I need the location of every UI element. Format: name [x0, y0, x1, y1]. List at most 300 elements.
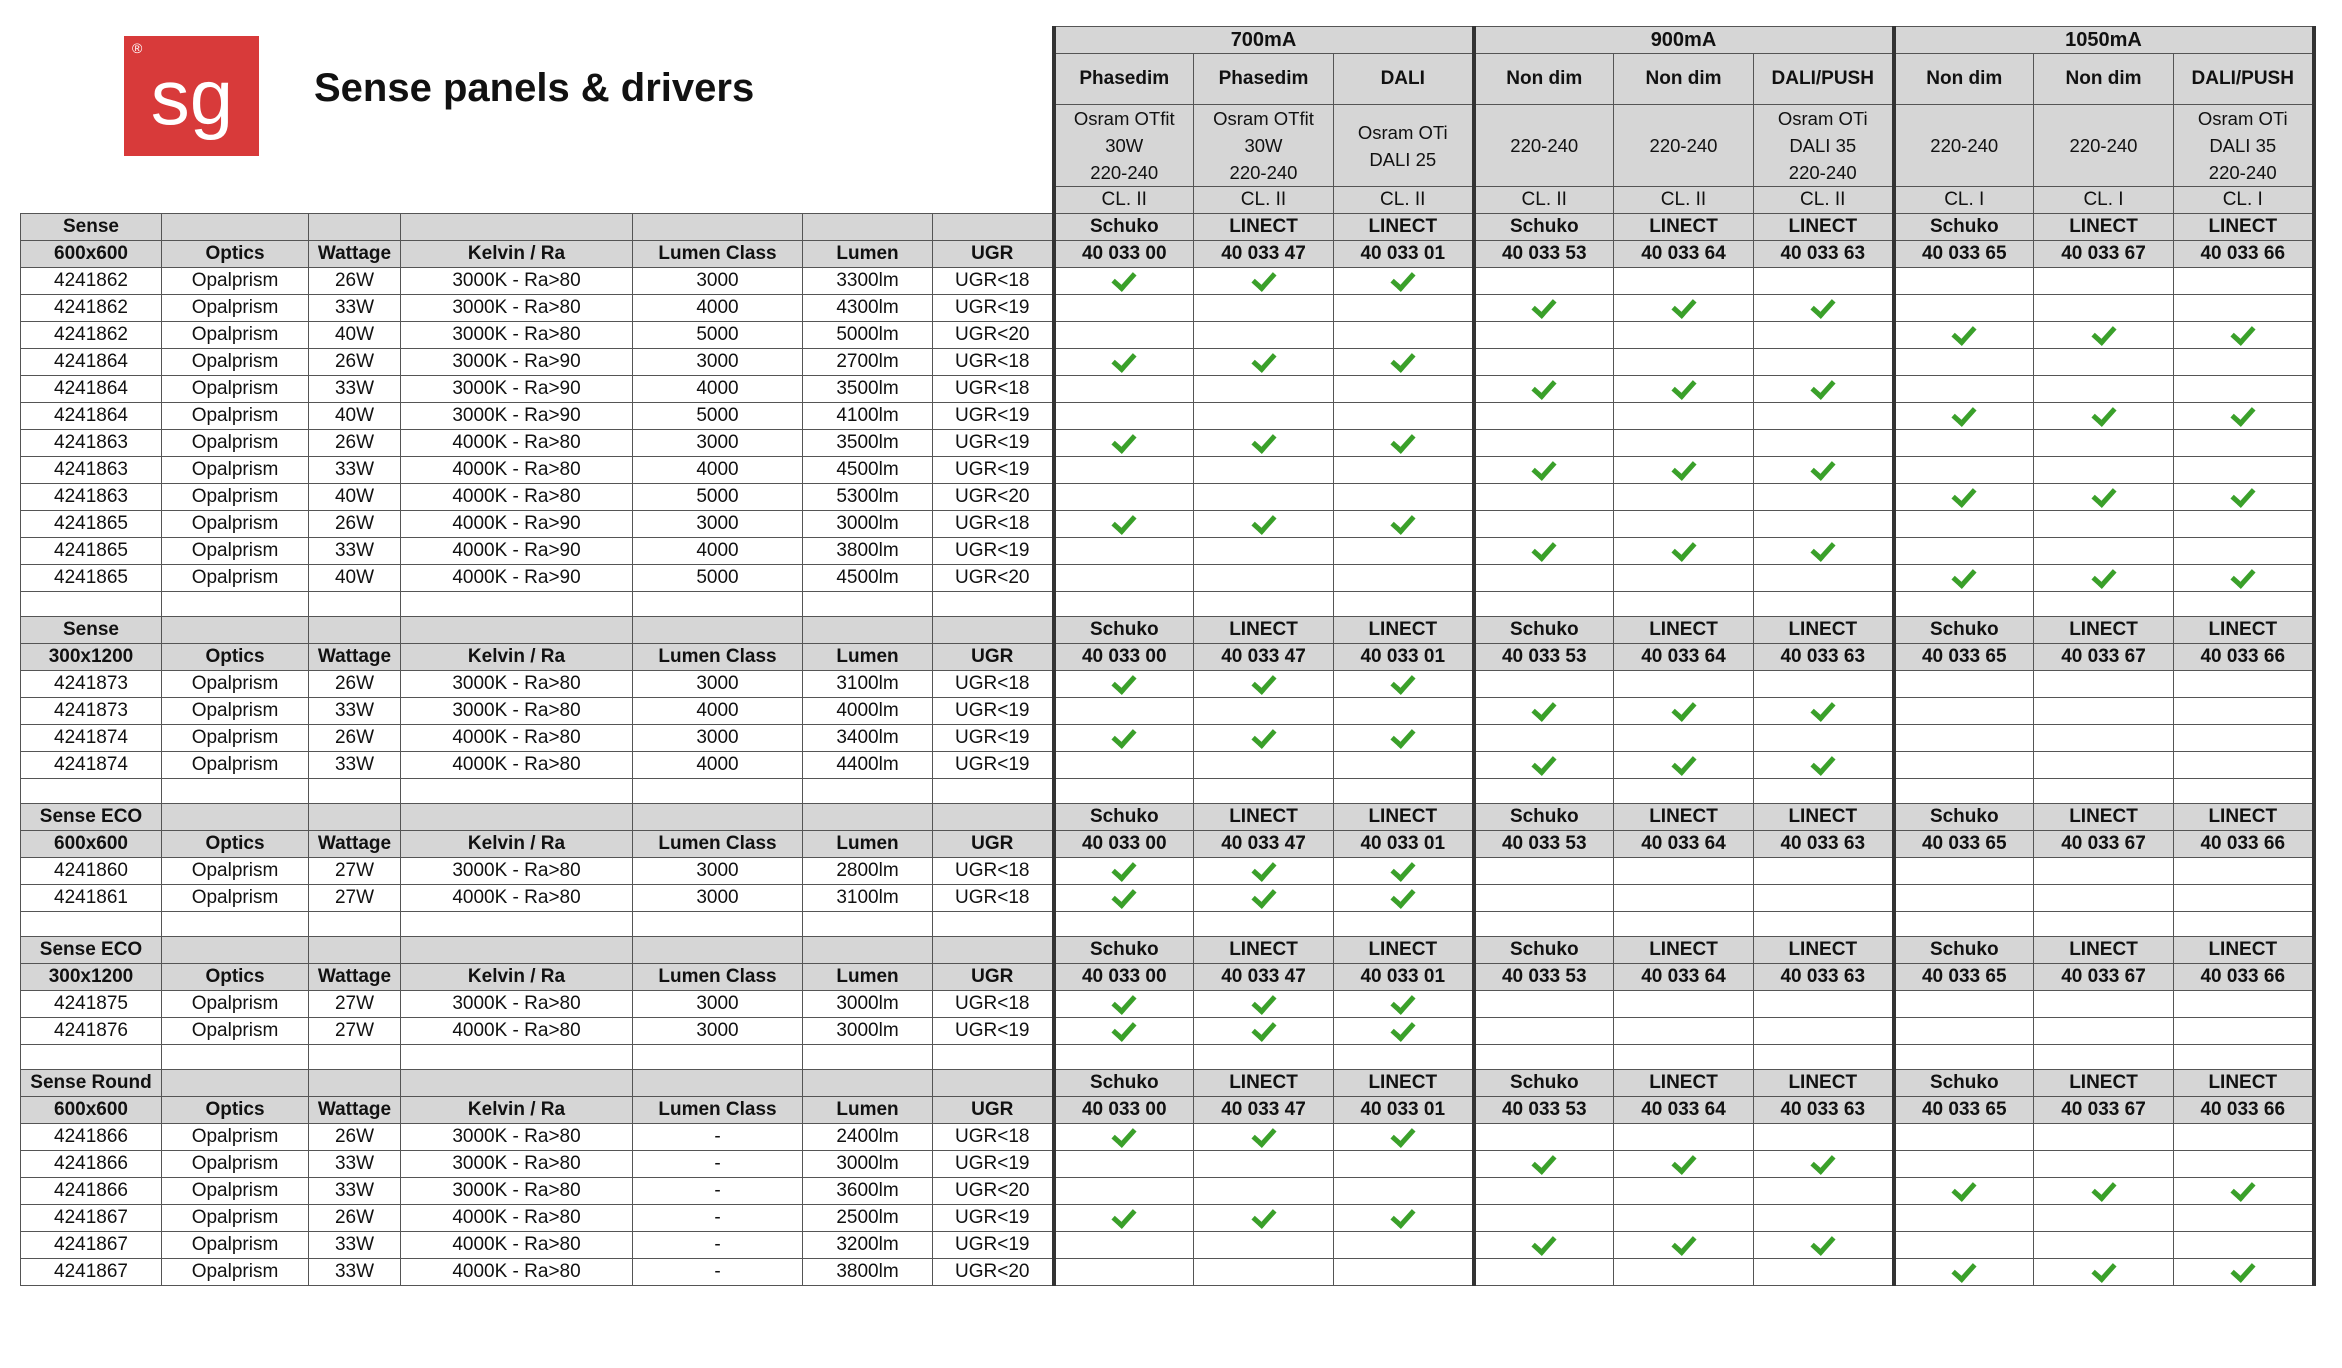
driver-description-line: 220-240: [1229, 162, 1298, 183]
table-row: [21, 538, 2314, 565]
checkmark-icon: [2091, 1178, 2116, 1202]
compatibility-cell: [1474, 752, 1614, 779]
compatibility-cell: [1054, 403, 1194, 430]
checkmark-icon: [1251, 671, 1276, 695]
compatibility-cell: [2174, 1232, 2314, 1259]
table-cell: 3000: [633, 349, 803, 376]
compatibility-cell: [2034, 430, 2174, 457]
compatibility-cell: [1614, 1124, 1754, 1151]
compatibility-cell: [1754, 991, 1894, 1018]
spacer-cell: [1754, 779, 1894, 804]
checkmark-icon: [1112, 1205, 1137, 1229]
plug-type: LINECT: [1334, 214, 1474, 241]
compatibility-cell: [2174, 457, 2314, 484]
table-cell: Opalprism: [162, 538, 309, 565]
compatibility-cell: [2174, 858, 2314, 885]
compatibility-cell: [1614, 457, 1754, 484]
table-cell: UGR<20: [933, 322, 1054, 349]
plug-type: LINECT: [1754, 937, 1894, 964]
compatibility-cell: [1474, 991, 1614, 1018]
compatibility-cell: [1054, 1259, 1194, 1286]
checkmark-icon: [1112, 858, 1137, 882]
compatibility-cell: [1474, 1178, 1614, 1205]
table-cell: 4000K - Ra>80: [401, 457, 633, 484]
compatibility-cell: [2034, 295, 2174, 322]
table-cell: 3000K - Ra>90: [401, 403, 633, 430]
column-header: Kelvin / Ra: [401, 964, 633, 991]
driver-description: [1334, 105, 1474, 187]
compatibility-cell: [1194, 1232, 1334, 1259]
table-cell: UGR<19: [933, 1232, 1054, 1259]
table-row: [21, 1018, 2314, 1045]
table-cell: 3000K - Ra>80: [401, 268, 633, 295]
table-cell: 2800lm: [803, 858, 933, 885]
table-cell: UGR<19: [933, 1151, 1054, 1178]
table-cell: 4241867: [21, 1205, 162, 1232]
table-cell: 3300lm: [803, 268, 933, 295]
compatibility-cell: [2034, 1232, 2174, 1259]
section-header-empty: [401, 937, 633, 964]
table-cell: 4241873: [21, 671, 162, 698]
compatibility-cell: [1894, 1124, 2034, 1151]
compatibility-cell: [1334, 538, 1474, 565]
compatibility-cell: [1754, 538, 1894, 565]
column-header: Lumen: [803, 644, 933, 671]
compatibility-cell: [1614, 268, 1754, 295]
table-cell: 4241874: [21, 725, 162, 752]
table-cell: 33W: [309, 538, 401, 565]
compatibility-cell: [1754, 322, 1894, 349]
driver-description-line: 220-240: [1090, 162, 1159, 183]
compatibility-cell: [1054, 885, 1194, 912]
table-cell: 3000: [633, 1018, 803, 1045]
header-spacer: [21, 54, 1054, 105]
checkmark-icon: [1532, 457, 1557, 481]
header-type-row: [21, 54, 2314, 105]
column-header: Lumen: [803, 831, 933, 858]
checkmark-icon: [1390, 1124, 1415, 1148]
compatibility-cell: [1474, 725, 1614, 752]
driver-code: 40 033 00: [1054, 644, 1194, 671]
plug-type: LINECT: [1614, 937, 1754, 964]
table-cell: 4000K - Ra>80: [401, 430, 633, 457]
driver-description-line: 30W: [1244, 135, 1283, 156]
table-row: [21, 484, 2314, 511]
compatibility-cell: [1194, 1124, 1334, 1151]
table-cell: -: [633, 1124, 803, 1151]
section-header-empty: [933, 214, 1054, 241]
table-cell: 3000K - Ra>80: [401, 322, 633, 349]
plug-type: LINECT: [1754, 1070, 1894, 1097]
section-header-empty: [633, 937, 803, 964]
compatibility-cell: [2034, 538, 2174, 565]
driver-type-header: DALI/PUSH: [1754, 54, 1894, 105]
compatibility-cell: [2034, 511, 2174, 538]
compatibility-cell: [2034, 671, 2174, 698]
table-cell: 26W: [309, 1205, 401, 1232]
section-header-empty: [309, 1070, 401, 1097]
compatibility-cell: [1614, 1018, 1754, 1045]
checkmark-icon: [1390, 511, 1415, 535]
compatibility-cell: [1334, 1151, 1474, 1178]
table-cell: 3800lm: [803, 1259, 933, 1286]
checkmark-icon: [2230, 322, 2255, 346]
plug-type: LINECT: [1614, 804, 1754, 831]
protection-class: CL. I: [1894, 187, 2034, 214]
compatibility-cell: [1054, 1232, 1194, 1259]
compatibility-cell: [1474, 1205, 1614, 1232]
compatibility-cell: [1054, 538, 1194, 565]
table-cell: Opalprism: [162, 295, 309, 322]
driver-code: 40 033 67: [2034, 831, 2174, 858]
compatibility-cell: [2174, 538, 2314, 565]
compatibility-cell: [2174, 430, 2314, 457]
compatibility-cell: [1194, 565, 1334, 592]
driver-code: 40 033 47: [1194, 241, 1334, 268]
table-cell: 33W: [309, 1151, 401, 1178]
compatibility-cell: [1614, 484, 1754, 511]
checkmark-icon: [1671, 457, 1696, 481]
spacer-cell: [1474, 592, 1614, 617]
table-cell: UGR<18: [933, 268, 1054, 295]
spacer-cell: [2034, 592, 2174, 617]
spacer-cell: [1334, 1045, 1474, 1070]
section-header-empty: [162, 617, 309, 644]
table-cell: 3200lm: [803, 1232, 933, 1259]
spacer-cell: [401, 1045, 633, 1070]
spacer-cell: [2174, 912, 2314, 937]
header-spacer: [21, 27, 1054, 54]
table-cell: 5000: [633, 403, 803, 430]
driver-type-header: Phasedim: [1054, 54, 1194, 105]
table-cell: 4241867: [21, 1259, 162, 1286]
compatibility-cell: [1474, 349, 1614, 376]
compatibility-cell: [1054, 671, 1194, 698]
checkmark-icon: [2230, 565, 2255, 589]
compatibility-cell: [1614, 376, 1754, 403]
table-cell: 4241863: [21, 457, 162, 484]
compatibility-cell: [1474, 1259, 1614, 1286]
compatibility-cell: [2174, 725, 2314, 752]
compatibility-cell: [1334, 698, 1474, 725]
plug-type: Schuko: [1894, 214, 2034, 241]
plug-type: Schuko: [1474, 214, 1614, 241]
plug-type: LINECT: [2174, 937, 2314, 964]
compatibility-cell: [2174, 511, 2314, 538]
compatibility-cell: [1894, 349, 2034, 376]
compatibility-cell: [1054, 991, 1194, 1018]
compatibility-cell: [1614, 1151, 1754, 1178]
section-header-empty: [933, 617, 1054, 644]
section-header-empty: [162, 937, 309, 964]
checkmark-icon: [2091, 403, 2116, 427]
table-cell: 33W: [309, 752, 401, 779]
plug-type: LINECT: [1194, 214, 1334, 241]
table-cell: 4000: [633, 295, 803, 322]
compatibility-cell: [1614, 511, 1754, 538]
table-cell: 27W: [309, 858, 401, 885]
section-name: Sense Round: [21, 1070, 162, 1097]
checkmark-icon: [1390, 671, 1415, 695]
spacer-row: [21, 779, 2314, 804]
table-cell: 3000K - Ra>80: [401, 858, 633, 885]
compatibility-cell: [2034, 1259, 2174, 1286]
checkmark-icon: [1112, 511, 1137, 535]
compatibility-cell: [1334, 565, 1474, 592]
plug-type: LINECT: [2034, 937, 2174, 964]
compatibility-cell: [1194, 698, 1334, 725]
section-header-empty: [309, 214, 401, 241]
compatibility-cell: [2034, 484, 2174, 511]
compatibility-cell: [1894, 457, 2034, 484]
compatibility-cell: [1194, 403, 1334, 430]
compatibility-cell: [1614, 295, 1754, 322]
driver-code: 40 033 64: [1614, 241, 1754, 268]
compatibility-cell: [1754, 725, 1894, 752]
table-cell: 3000K - Ra>80: [401, 295, 633, 322]
driver-description-line: Osram OTfit: [1213, 108, 1314, 129]
compatibility-cell: [1614, 565, 1754, 592]
column-header: Lumen Class: [633, 644, 803, 671]
compatibility-cell: [1054, 349, 1194, 376]
driver-code: 40 033 00: [1054, 241, 1194, 268]
checkmark-icon: [1810, 457, 1835, 481]
compatibility-cell: [1194, 1151, 1334, 1178]
compatibility-cell: [2174, 752, 2314, 779]
compatibility-cell: [1894, 1232, 2034, 1259]
checkmark-icon: [1671, 698, 1696, 722]
column-header: Optics: [162, 644, 309, 671]
table-cell: 4000: [633, 752, 803, 779]
spacer-cell: [309, 779, 401, 804]
column-header: UGR: [933, 644, 1054, 671]
table-cell: 4241875: [21, 991, 162, 1018]
driver-code: 40 033 67: [2034, 964, 2174, 991]
driver-type-header: DALI: [1334, 54, 1474, 105]
compatibility-cell: [1474, 430, 1614, 457]
spacer-cell: [633, 592, 803, 617]
column-header: Lumen: [803, 964, 933, 991]
table-cell: 3000lm: [803, 1018, 933, 1045]
table-cell: 3500lm: [803, 430, 933, 457]
table-cell: 5300lm: [803, 484, 933, 511]
table-cell: UGR<19: [933, 1205, 1054, 1232]
section-size: 300x1200: [21, 644, 162, 671]
table-cell: 3000: [633, 725, 803, 752]
checkmark-icon: [1952, 1178, 1977, 1202]
compatibility-cell: [1334, 457, 1474, 484]
table-cell: 4241860: [21, 858, 162, 885]
table-cell: 33W: [309, 1178, 401, 1205]
table-cell: 4241866: [21, 1151, 162, 1178]
table-cell: 3000: [633, 430, 803, 457]
spacer-cell: [1334, 912, 1474, 937]
checkmark-icon: [1390, 725, 1415, 749]
column-header: Lumen Class: [633, 831, 803, 858]
compatibility-cell: [1054, 295, 1194, 322]
table-cell: 3000: [633, 268, 803, 295]
compatibility-cell: [1054, 511, 1194, 538]
compatibility-cell: [1894, 725, 2034, 752]
table-cell: Opalprism: [162, 1178, 309, 1205]
table-cell: 4241874: [21, 752, 162, 779]
driver-code: 40 033 63: [1754, 964, 1894, 991]
checkmark-icon: [2091, 1259, 2116, 1283]
column-header: Kelvin / Ra: [401, 1097, 633, 1124]
compatibility-cell: [1754, 858, 1894, 885]
compatibility-cell: [1894, 885, 2034, 912]
header-class-row: [21, 187, 2314, 214]
plug-type: LINECT: [2174, 804, 2314, 831]
compatibility-cell: [1054, 565, 1194, 592]
protection-class: CL. I: [2174, 187, 2314, 214]
table-cell: 3000: [633, 511, 803, 538]
compatibility-cell: [1754, 376, 1894, 403]
table-cell: 3000K - Ra>90: [401, 376, 633, 403]
spacer-cell: [933, 779, 1054, 804]
table-cell: -: [633, 1259, 803, 1286]
driver-type-header: DALI/PUSH: [2174, 54, 2314, 105]
drivers-table: [20, 26, 2316, 1286]
checkmark-icon: [1671, 752, 1696, 776]
table-row: [21, 565, 2314, 592]
column-header: Lumen Class: [633, 241, 803, 268]
table-cell: 33W: [309, 1259, 401, 1286]
table-cell: 4000K - Ra>80: [401, 1205, 633, 1232]
table-row: [21, 991, 2314, 1018]
section-header-empty: [933, 804, 1054, 831]
compatibility-cell: [1334, 349, 1474, 376]
driver-code: 40 033 00: [1054, 964, 1194, 991]
compatibility-cell: [1194, 858, 1334, 885]
plug-type: LINECT: [2174, 617, 2314, 644]
table-row: [21, 1259, 2314, 1286]
spacer-cell: [162, 1045, 309, 1070]
compatibility-cell: [1334, 322, 1474, 349]
compatibility-cell: [1194, 991, 1334, 1018]
compatibility-cell: [2034, 1205, 2174, 1232]
compatibility-cell: [1474, 671, 1614, 698]
compatibility-cell: [1334, 991, 1474, 1018]
spacer-cell: [1894, 592, 2034, 617]
compatibility-cell: [1194, 484, 1334, 511]
table-cell: 26W: [309, 430, 401, 457]
checkmark-icon: [2230, 1178, 2255, 1202]
spacer-cell: [933, 912, 1054, 937]
plug-type: Schuko: [1054, 214, 1194, 241]
compatibility-cell: [1894, 671, 2034, 698]
compatibility-cell: [1614, 349, 1754, 376]
section-name: Sense: [21, 617, 162, 644]
driver-description-line: 220-240: [1788, 162, 1857, 183]
compatibility-cell: [2174, 295, 2314, 322]
compatibility-cell: [1194, 295, 1334, 322]
compatibility-cell: [2174, 349, 2314, 376]
spacer-cell: [2174, 779, 2314, 804]
table-cell: UGR<19: [933, 538, 1054, 565]
driver-code: 40 033 01: [1334, 1097, 1474, 1124]
section-header-row: [21, 214, 2314, 241]
table-cell: 3000lm: [803, 991, 933, 1018]
table-cell: 3000K - Ra>80: [401, 671, 633, 698]
section-header-row: [21, 1070, 2314, 1097]
section-header-empty: [401, 1070, 633, 1097]
table-cell: UGR<18: [933, 1124, 1054, 1151]
table-cell: 3000: [633, 991, 803, 1018]
spacer-cell: [1614, 912, 1754, 937]
column-header: UGR: [933, 964, 1054, 991]
section-size: 300x1200: [21, 964, 162, 991]
checkmark-icon: [1810, 376, 1835, 400]
compatibility-cell: [1894, 565, 2034, 592]
table-cell: 4241864: [21, 376, 162, 403]
protection-class: CL. II: [1194, 187, 1334, 214]
driver-code: 40 033 63: [1754, 831, 1894, 858]
driver-code: 40 033 66: [2174, 831, 2314, 858]
driver-description-line: DALI 25: [1369, 148, 1437, 170]
spacer-cell: [21, 779, 162, 804]
compatibility-cell: [1894, 403, 2034, 430]
table-row: [21, 885, 2314, 912]
table-cell: Opalprism: [162, 430, 309, 457]
checkmark-icon: [1112, 268, 1137, 292]
driver-description-line: 220-240: [1649, 135, 1718, 156]
plug-type: LINECT: [2034, 617, 2174, 644]
table-row: [21, 752, 2314, 779]
compatibility-cell: [2034, 268, 2174, 295]
driver-description-line: Osram OTi: [1777, 108, 1868, 129]
table-row: [21, 698, 2314, 725]
compatibility-cell: [1754, 1259, 1894, 1286]
plug-type: LINECT: [1614, 617, 1754, 644]
section-header-empty: [633, 617, 803, 644]
compatibility-cell: [1054, 1018, 1194, 1045]
compatibility-cell: [1474, 1124, 1614, 1151]
section-header-row: [21, 804, 2314, 831]
compatibility-cell: [1614, 725, 1754, 752]
checkmark-icon: [1112, 430, 1137, 454]
spacer-cell: [2034, 912, 2174, 937]
driver-description: [1054, 105, 1194, 187]
table-cell: 2700lm: [803, 349, 933, 376]
compatibility-cell: [1614, 858, 1754, 885]
compatibility-cell: [1894, 268, 2034, 295]
table-cell: UGR<18: [933, 511, 1054, 538]
compatibility-cell: [1474, 268, 1614, 295]
logo-text: sg: [150, 53, 234, 141]
table-cell: Opalprism: [162, 885, 309, 912]
header-spacer: [21, 187, 1054, 214]
driver-description: [1754, 105, 1894, 187]
checkmark-icon: [1112, 991, 1137, 1015]
driver-code: 40 033 01: [1334, 831, 1474, 858]
spacer-cell: [309, 592, 401, 617]
table-cell: 4000K - Ra>80: [401, 1259, 633, 1286]
spacer-cell: [309, 1045, 401, 1070]
table-cell: 2500lm: [803, 1205, 933, 1232]
compatibility-cell: [1754, 698, 1894, 725]
driver-code: 40 033 65: [1894, 644, 2034, 671]
spacer-row: [21, 912, 2314, 937]
table-cell: UGR<18: [933, 349, 1054, 376]
table-row: [21, 268, 2314, 295]
spacer-cell: [1054, 912, 1194, 937]
spacer-cell: [803, 592, 933, 617]
compatibility-cell: [1054, 698, 1194, 725]
table-cell: 4241865: [21, 511, 162, 538]
table-cell: Opalprism: [162, 349, 309, 376]
table-cell: Opalprism: [162, 376, 309, 403]
